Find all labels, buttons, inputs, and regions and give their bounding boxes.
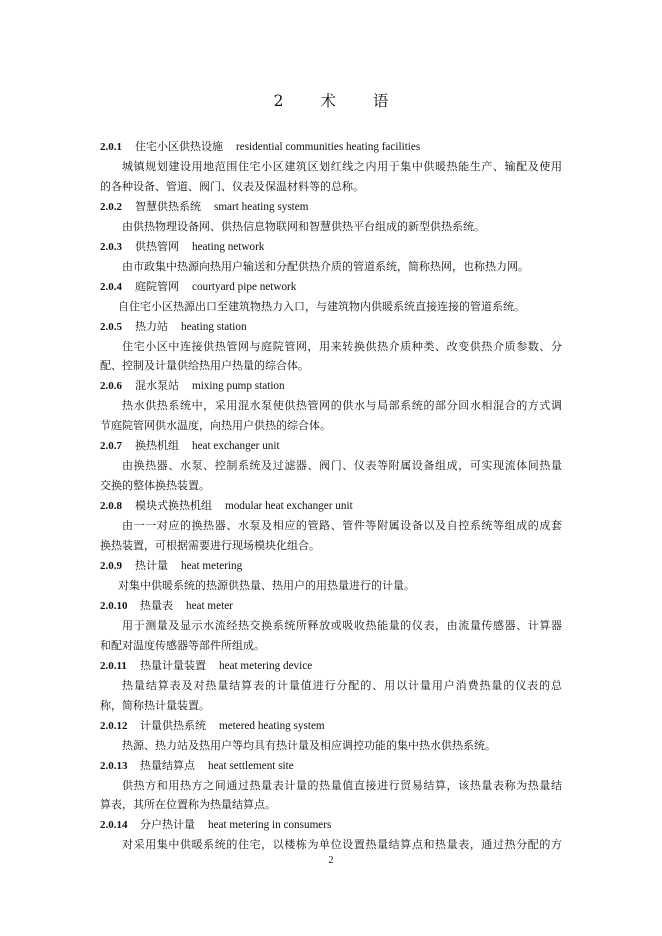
term-number: 2.0.14 — [100, 819, 128, 832]
term-entry — [100, 237, 562, 277]
definition-line: 热源、热力站及热用户等均具有热计量及相应调控功能的集中热水供热系统。 — [122, 738, 496, 752]
term-number: 2.0.13 — [100, 759, 128, 772]
term-definition — [100, 456, 562, 496]
term-chinese: 住宅小区供热设施 — [135, 140, 223, 153]
term-chinese: 换热机组 — [135, 439, 179, 453]
term-english: heat meter — [186, 599, 233, 612]
definition-line: 自住宅小区热源出口至建筑物热力入口，与建筑物内供暖系统直接连接的管道系统。 — [118, 299, 525, 313]
term-chinese: 分户热计量 — [140, 818, 195, 832]
term-definition — [100, 616, 562, 656]
definition-line: 节庭院管网供水温度，向热用户供热的综合体。 — [100, 419, 331, 433]
term-chinese: 供热管网 — [135, 239, 179, 253]
term-heading — [100, 556, 562, 576]
term-entry — [100, 596, 562, 656]
term-number: 2.0.4 — [100, 280, 122, 293]
term-chinese: 智慧供热系统 — [135, 199, 201, 213]
definition-line: 用于测量及显示水流经热交换系统所释放或吸收热能量的仪表，由流量传感器、计算器 — [122, 618, 562, 632]
term-entry — [100, 137, 562, 197]
definition-line: 和配对温度传感器等部件所组成。 — [100, 638, 265, 652]
term-entry — [100, 197, 562, 237]
definition-line: 住宅小区中连接供热管网与庭院管网，用来转换供热介质种类、改变供热介质参数、分 — [122, 339, 562, 353]
term-number: 2.0.7 — [100, 440, 122, 453]
term-english: heat metering — [181, 560, 243, 573]
term-definition — [100, 516, 562, 556]
term-number: 2.0.10 — [100, 599, 128, 612]
term-number: 2.0.5 — [100, 320, 122, 333]
term-english: heat metering in consumers — [208, 819, 332, 832]
definition-line: 由一一对应的换热器、水泵及相应的管路、管件等附属设备以及自控系统等组成的成套 — [122, 519, 562, 533]
term-entry — [100, 756, 562, 816]
definition-line: 交换的整体换热装置。 — [100, 479, 210, 493]
term-english: smart heating system — [214, 200, 309, 213]
term-english: heat settlement site — [208, 759, 294, 772]
term-chinese: 热力站 — [135, 319, 168, 333]
term-english: mixing pump station — [192, 380, 285, 393]
term-chinese: 热量表 — [140, 598, 173, 612]
term-definition — [100, 396, 562, 436]
term-chinese: 计量供热系统 — [140, 718, 206, 732]
definition-line: 配、控制及计量供给热用户热量的综合体。 — [100, 359, 309, 373]
term-entry — [100, 656, 562, 716]
term-heading — [100, 756, 562, 776]
term-chinese: 模块式换热机组 — [135, 499, 212, 513]
term-entry — [100, 317, 562, 377]
term-number: 2.0.8 — [100, 500, 122, 513]
term-definition — [100, 297, 562, 317]
term-english: courtyard pipe network — [192, 280, 297, 293]
definition-line: 对采用集中供暖系统的住宅，以楼栋为单位设置热量结算点和热量表，通过热分配的方 — [122, 838, 562, 852]
definition-line: 由市政集中热源向热用户输送和分配供热介质的管道系统，简称热网，也称热力网。 — [122, 259, 529, 273]
definition-line: 换热装置，可根据需要进行现场模块化组合。 — [100, 539, 320, 553]
term-number: 2.0.11 — [100, 659, 127, 672]
term-entry — [100, 277, 562, 317]
term-entry — [100, 376, 562, 436]
term-heading — [100, 815, 562, 835]
term-definition — [100, 776, 562, 816]
term-heading — [100, 277, 562, 297]
term-number: 2.0.9 — [100, 560, 122, 573]
term-heading — [100, 317, 562, 337]
term-heading — [100, 716, 562, 736]
definition-line: 热水供热系统中，采用混水泵使供热管网的供水与局部系统的部分回水相混合的方式调 — [122, 399, 562, 413]
definition-line: 称，简称热计量装置。 — [100, 698, 210, 712]
term-number: 2.0.2 — [100, 200, 122, 213]
term-definition — [100, 736, 562, 756]
term-entry — [100, 496, 562, 556]
term-chinese: 混水泵站 — [135, 379, 179, 393]
term-heading — [100, 237, 562, 257]
term-heading — [100, 436, 562, 456]
term-heading — [100, 596, 562, 616]
term-number: 2.0.6 — [100, 380, 122, 393]
definition-line: 的各种设备、管道、阀门、仪表及保温材料等的总称。 — [100, 179, 364, 193]
term-entry — [100, 815, 562, 855]
term-chinese: 庭院管网 — [135, 279, 179, 293]
definition-line: 城镇规划建设用地范围住宅小区建筑区划红线之内用于集中供暖热能生产、输配及使用 — [122, 159, 562, 173]
term-english: heat exchanger unit — [192, 440, 280, 453]
term-heading — [100, 496, 562, 516]
chapter-title: 2 术 语 — [273, 92, 405, 110]
term-english: heating station — [181, 320, 247, 333]
definition-line: 由供热物理设备网、供热信息物联网和智慧供热平台组成的新型供热系统。 — [122, 219, 485, 233]
definition-line: 算表，其所在位置称为热量结算点。 — [100, 798, 276, 812]
definition-line: 对集中供暖系统的热源供热量、热用户的用热量进行的计量。 — [118, 578, 415, 592]
page-number: 2 — [328, 855, 334, 866]
term-heading — [100, 197, 562, 217]
term-number: 2.0.1 — [100, 141, 122, 153]
term-definition — [100, 257, 562, 277]
term-definition — [100, 157, 562, 197]
term-definition — [100, 676, 562, 716]
term-definition — [100, 337, 562, 377]
term-chinese: 热计量 — [135, 559, 168, 573]
term-entry — [100, 436, 562, 496]
term-entry — [100, 716, 562, 756]
term-heading — [100, 137, 562, 157]
term-definition — [100, 576, 562, 596]
term-english: heating network — [192, 240, 265, 253]
term-english: heat metering device — [219, 659, 313, 672]
term-chinese: 热量计量装置 — [140, 658, 206, 672]
terms-list — [100, 137, 562, 855]
definition-line: 供热方和用热方之间通过热量表计量的热量值直接进行贸易结算，该热量表称为热量结 — [122, 778, 562, 792]
term-entry — [100, 556, 562, 596]
term-english: residential communities heating facilities — [236, 141, 421, 153]
term-definition — [100, 217, 562, 237]
term-definition — [100, 835, 562, 855]
definition-line: 热量结算表及对热量结算表的计量值进行分配的、用以计量用户消费热量的仪表的总 — [122, 678, 562, 692]
term-chinese: 热量结算点 — [140, 758, 195, 772]
term-number: 2.0.12 — [100, 719, 128, 732]
term-english: modular heat exchanger unit — [225, 500, 353, 513]
term-heading — [100, 376, 562, 396]
term-english: metered heating system — [219, 719, 325, 732]
term-number: 2.0.3 — [100, 240, 122, 253]
term-heading — [100, 656, 562, 676]
definition-line: 由换热器、水泵、控制系统及过滤器、阀门、仪表等附属设备组成，可实现流体间热量 — [122, 459, 562, 473]
